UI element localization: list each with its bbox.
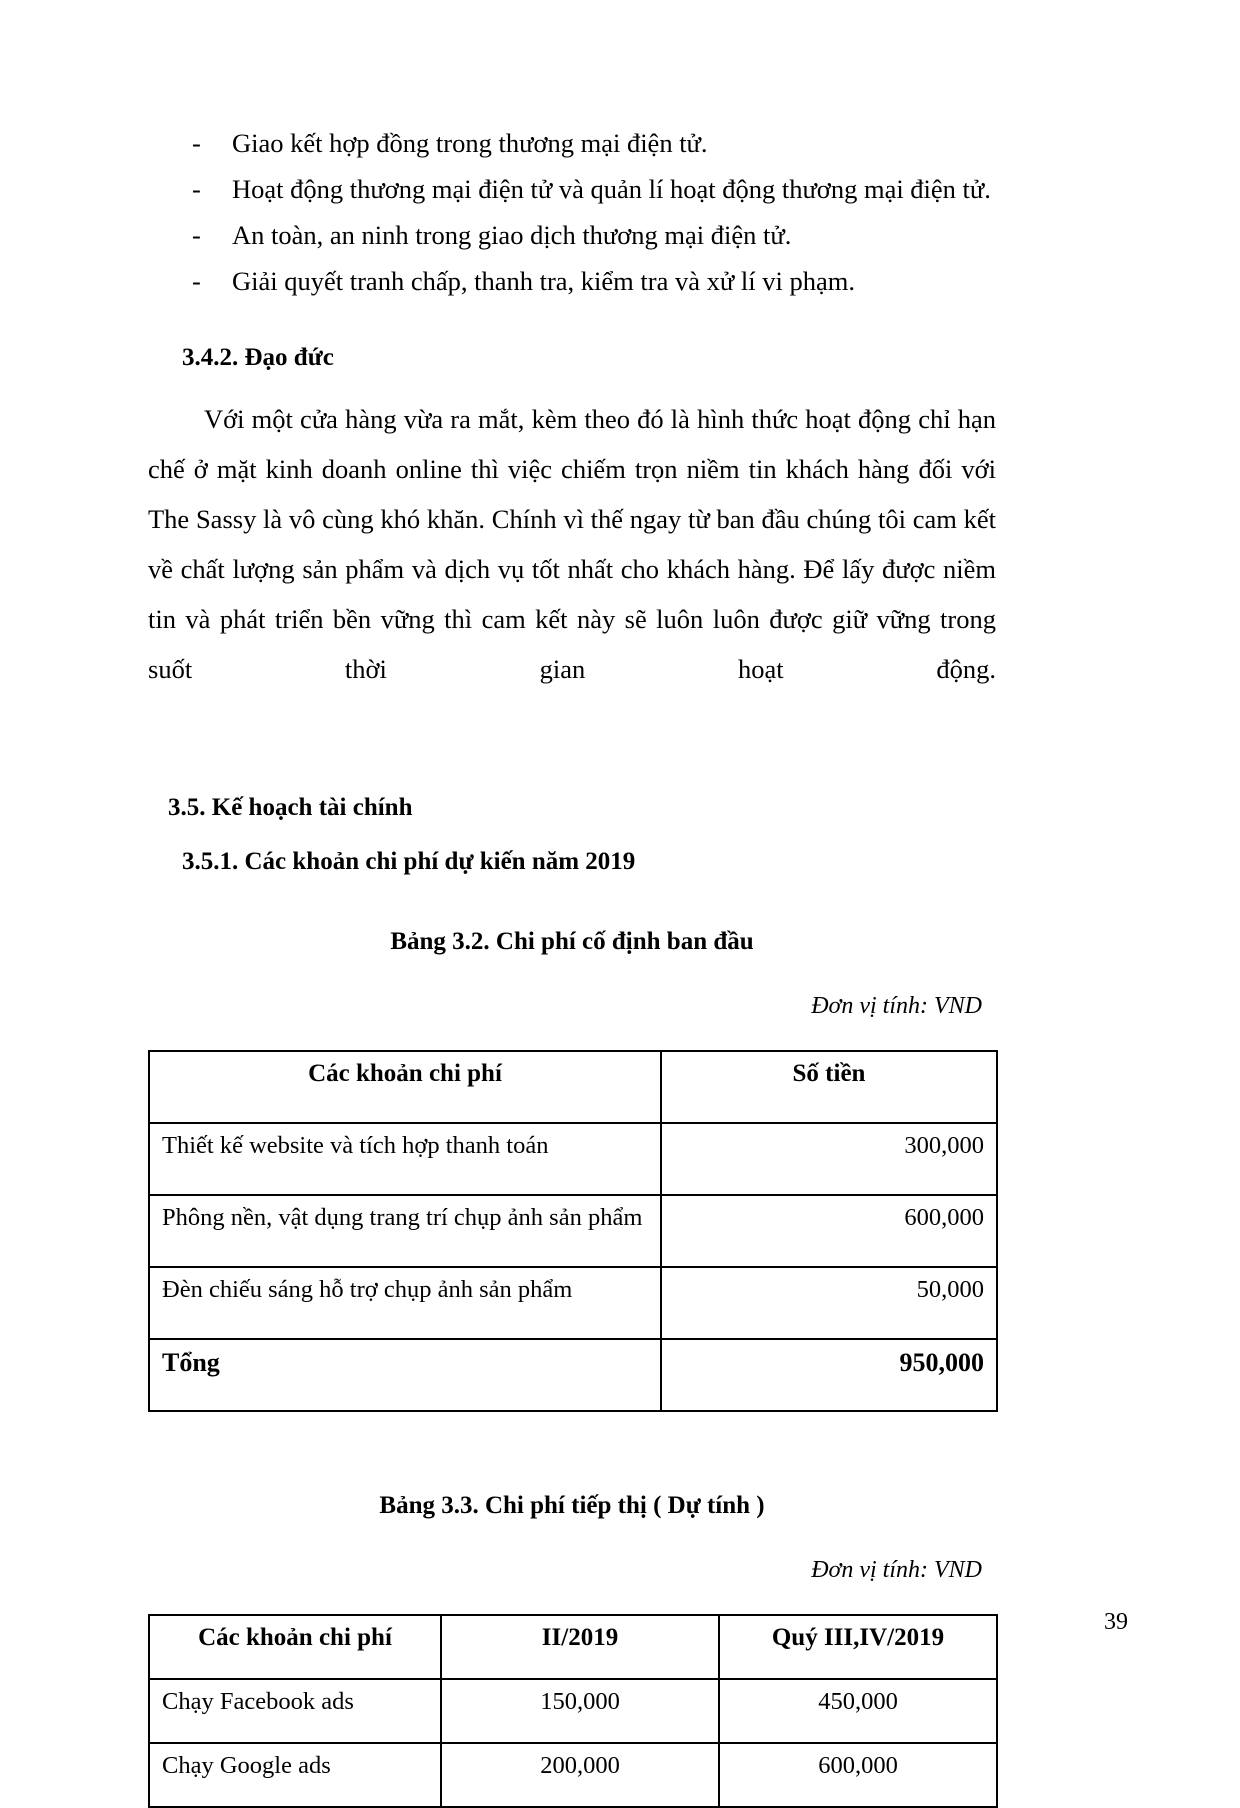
- table-row: [149, 1743, 997, 1807]
- page-number: 39: [1104, 1609, 1128, 1635]
- table-spacer: [148, 1024, 996, 1050]
- table-3-2-body: [149, 1123, 997, 1411]
- list-item: [192, 212, 996, 258]
- table-row: [149, 1195, 997, 1267]
- cell-amount: 50,000: [661, 1267, 997, 1339]
- unit-spacer-2: [148, 1526, 996, 1552]
- column-header-cost-items: Các khoản chi phí: [149, 1615, 441, 1679]
- bullet-text: An toàn, an ninh trong giao dịch thương mại điện tử.: [232, 220, 792, 250]
- table-row-total: [149, 1339, 997, 1411]
- bullet-marker: -: [192, 128, 201, 158]
- bullet-marker: -: [192, 174, 201, 204]
- table-row: [149, 1679, 997, 1743]
- table-3-2-caption: Bảng 3.2. Chi phí cố định ban đầu: [390, 928, 754, 955]
- bullet-list: [148, 120, 996, 304]
- cell-cost-item: Chạy Google ads: [149, 1743, 441, 1807]
- column-header-amount: Số tiền: [661, 1051, 997, 1123]
- cell-amount: 300,000: [661, 1123, 997, 1195]
- page-content: [148, 0, 996, 1808]
- cell-q3-q4-amount: 450,000: [719, 1679, 997, 1743]
- table-row: [149, 1267, 997, 1339]
- bullet-text: Giao kết hợp đồng trong thương mại điện tử.: [232, 128, 708, 158]
- table-row: [149, 1051, 997, 1123]
- column-header-q2-2019: II/2019: [441, 1615, 719, 1679]
- section-gap: [148, 1412, 996, 1486]
- cell-cost-item: Thiết kế website và tích hợp thanh toán: [149, 1123, 661, 1195]
- list-item: [192, 120, 996, 166]
- table-3-2-unit: Đơn vị tính: VND: [811, 993, 982, 1019]
- bullet-marker: -: [192, 266, 201, 296]
- column-header-q3-q4-2019: Quý III,IV/2019: [719, 1615, 997, 1679]
- top-spacer: [148, 0, 996, 58]
- column-header-cost-items: Các khoản chi phí: [149, 1051, 661, 1123]
- table-3-3: [148, 1614, 998, 1808]
- table-spacer-2: [148, 1588, 996, 1614]
- table-3-2: [148, 1050, 998, 1412]
- table-3-3-unit: Đơn vị tính: VND: [811, 1557, 982, 1583]
- table-row: [149, 1123, 997, 1195]
- unit-spacer: [148, 962, 996, 988]
- heading-3-4-2: 3.4.2. Đạo đức: [182, 344, 334, 371]
- cell-total-amount: 950,000: [661, 1339, 997, 1411]
- cell-amount: 600,000: [661, 1195, 997, 1267]
- cell-cost-item: Chạy Facebook ads: [149, 1679, 441, 1743]
- table-row: [149, 1615, 997, 1679]
- cell-cost-item: Đèn chiếu sáng hỗ trợ chụp ảnh sản phẩm: [149, 1267, 661, 1339]
- cell-cost-item: Phông nền, vật dụng trang trí chụp ảnh sản phẩm: [149, 1195, 661, 1267]
- table-3-3-caption: Bảng 3.3. Chi phí tiếp thị ( Dự tính ): [379, 1492, 765, 1519]
- table-3-3-body: [149, 1679, 997, 1807]
- body-paragraph: Với một cửa hàng vừa ra mắt, kèm theo đó là hình thức hoạt động chỉ hạn chế ở mặt kinh doanh online thì việc chiếm trọn niềm tin khách hàng đối với The Sassy là vô cùng khó khăn. Chính vì thế ngay từ ban đầu chúng tôi cam kết về chất lượng sản phẩm và dịch vụ tốt nhất cho khách hàng. Để lấy được niềm tin và phát triển bền vững thì cam kết này sẽ luôn luôn được giữ vững trong suốt thời gian hoạt động.: [148, 404, 996, 684]
- heading-3-5: 3.5. Kế hoạch tài chính: [168, 794, 413, 821]
- cell-q3-q4-amount: 600,000: [719, 1743, 997, 1807]
- cell-q2-amount: 200,000: [441, 1743, 719, 1807]
- bullet-marker: -: [192, 220, 201, 250]
- list-item: [192, 258, 996, 304]
- table-3-2-header: [149, 1051, 997, 1123]
- table-3-3-header: [149, 1615, 997, 1679]
- list-item: [192, 166, 996, 212]
- heading-3-5-1: 3.5.1. Các khoản chi phí dự kiến năm 2019: [182, 848, 636, 875]
- cell-total-label: Tổng: [149, 1339, 661, 1411]
- bullet-text: Hoạt động thương mại điện tử và quản lí hoạt động thương mại điện tử.: [232, 174, 991, 204]
- bullet-text: Giải quyết tranh chấp, thanh tra, kiểm tra và xử lí vi phạm.: [232, 266, 855, 296]
- cell-q2-amount: 150,000: [441, 1679, 719, 1743]
- caption-spacer: [148, 882, 996, 922]
